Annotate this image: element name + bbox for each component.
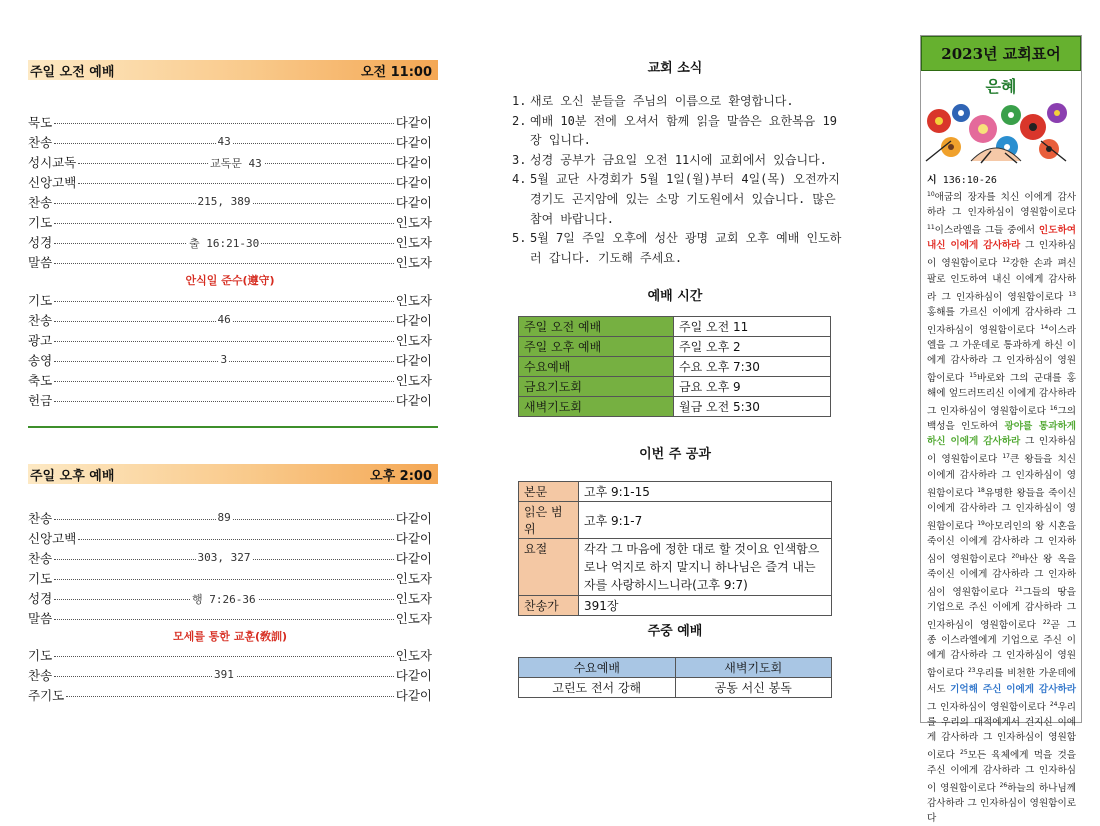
table-value: 월금 오전 5:30 bbox=[674, 397, 831, 417]
afternoon-service-time: 오후 2:00 bbox=[370, 468, 432, 484]
table-value: 고후 9:1-15 bbox=[579, 482, 832, 502]
order-row bbox=[28, 253, 432, 273]
order-label: 성시교독 bbox=[28, 155, 77, 170]
order-row bbox=[28, 291, 432, 311]
order-label: 기도 bbox=[28, 215, 53, 230]
order-leader: 다같이 bbox=[395, 135, 432, 150]
news-item bbox=[512, 170, 842, 229]
table-row bbox=[519, 502, 832, 539]
dot-leader bbox=[54, 263, 394, 264]
order-row bbox=[28, 233, 432, 253]
table-key: 본문 bbox=[519, 482, 579, 502]
order-leader: 다같이 bbox=[395, 531, 432, 546]
morning-service-title: 주일 오전 예배 bbox=[30, 64, 115, 80]
table-value: 고후 9:1-7 bbox=[579, 502, 832, 539]
order-detail: 46 bbox=[217, 313, 231, 326]
news-item-text: 5월 교단 사경회가 5월 1일(월)부터 4일(목) 오전까지 경기도 곤지암에 있는 소망 기도원에서 있습니다. 많은 참여 바랍니다. bbox=[530, 172, 840, 226]
order-detail: 행 7:26-36 bbox=[192, 593, 256, 606]
news-item-text: 5월 7일 주일 오후에 성산 광명 교회 오후 예배 인도하러 갑니다. 기도해 주세요. bbox=[530, 231, 842, 265]
order-row bbox=[28, 569, 432, 589]
table-value: 주일 오후 2 bbox=[674, 337, 831, 357]
table-header: 새벽기도회 bbox=[675, 658, 832, 678]
order-leader: 다같이 bbox=[395, 393, 432, 408]
news-item bbox=[512, 229, 842, 268]
midweek-title: 주중 예배 bbox=[647, 624, 703, 639]
afternoon-service-title: 주일 오후 예배 bbox=[30, 468, 115, 484]
dot-leader bbox=[54, 123, 394, 124]
news-item-text: 예배 10분 전에 오셔서 함께 읽을 말씀은 요한복음 19장 입니다. bbox=[530, 113, 837, 148]
table-key: 금요기도회 bbox=[519, 377, 674, 397]
order-row bbox=[28, 133, 432, 153]
order-label: 신앙고백 bbox=[28, 531, 77, 546]
order-leader: 다같이 bbox=[395, 195, 432, 210]
lesson-table bbox=[518, 481, 832, 616]
section-divider bbox=[28, 426, 438, 428]
news-item-text: 성경 공부가 금요일 오전 11시에 교회에서 있습니다. bbox=[530, 152, 827, 167]
news-item-text: 새로 오신 분들을 주님의 이름으로 환영합니다. bbox=[530, 94, 794, 108]
table-value: 391장 bbox=[579, 596, 832, 616]
order-label: 송영 bbox=[28, 353, 53, 368]
table-row bbox=[519, 596, 832, 616]
order-row bbox=[28, 173, 432, 193]
order-label: 찬송 bbox=[28, 313, 53, 328]
order-leader: 인도자 bbox=[395, 648, 432, 663]
table-row bbox=[519, 397, 831, 417]
dot-leader bbox=[54, 619, 394, 620]
order-detail: 303, 327 bbox=[197, 551, 251, 564]
order-label: 찬송 bbox=[28, 135, 53, 150]
order-label: 찬송 bbox=[28, 195, 53, 210]
table-key: 읽은 범위 bbox=[519, 502, 579, 539]
order-detail: 43 bbox=[217, 135, 231, 148]
table-value: 금요 오후 9 bbox=[674, 377, 831, 397]
news-item-number: 5. bbox=[512, 231, 527, 246]
order-leader: 다같이 bbox=[395, 353, 432, 368]
order-row bbox=[28, 153, 432, 173]
verse-book: 시 bbox=[927, 175, 937, 186]
order-detail: 89 bbox=[217, 511, 231, 524]
order-row bbox=[28, 609, 432, 629]
order-label: 성경 bbox=[28, 591, 53, 606]
news-item-number: 3. bbox=[512, 152, 527, 167]
table-key: 수요예배 bbox=[519, 357, 674, 377]
order-label: 축도 bbox=[28, 373, 53, 388]
order-row bbox=[28, 351, 432, 371]
order-label: 주기도 bbox=[28, 688, 65, 703]
order-detail: 3 bbox=[220, 353, 228, 366]
order-row bbox=[28, 529, 432, 549]
table-key: 주일 오후 예배 bbox=[519, 337, 674, 357]
order-leader: 인도자 bbox=[395, 255, 432, 270]
news-item bbox=[512, 112, 842, 151]
morning-sermon-title: 안식일 준수(遵守) bbox=[185, 274, 275, 287]
order-row bbox=[28, 371, 432, 391]
order-row bbox=[28, 509, 432, 529]
table-value: 고린도 전서 강해 bbox=[519, 678, 676, 698]
order-leader: 인도자 bbox=[395, 373, 432, 388]
table-value: 공동 서신 봉독 bbox=[675, 678, 832, 698]
news-item-number: 2. bbox=[512, 113, 527, 128]
afternoon-service-header bbox=[28, 464, 438, 484]
afternoon-sermon-title: 모세를 통한 교훈(敎訓) bbox=[172, 630, 288, 643]
order-detail: 215, 389 bbox=[197, 195, 251, 208]
table-row bbox=[519, 482, 832, 502]
order-label: 묵도 bbox=[28, 115, 53, 130]
order-leader: 다같이 bbox=[395, 155, 432, 170]
table-row bbox=[519, 317, 831, 337]
order-label: 말씀 bbox=[28, 611, 53, 626]
order-leader: 다같이 bbox=[395, 313, 432, 328]
dot-leader bbox=[78, 183, 393, 184]
motto-panel bbox=[920, 35, 1082, 825]
order-label: 찬송 bbox=[28, 551, 53, 566]
dot-leader bbox=[78, 539, 393, 540]
order-leader: 다같이 bbox=[395, 511, 432, 526]
news-title: 교회 소식 bbox=[647, 61, 703, 76]
order-leader: 인도자 bbox=[395, 235, 432, 250]
order-row bbox=[28, 589, 432, 609]
order-row bbox=[28, 646, 432, 666]
table-value: 주일 오전 11 bbox=[674, 317, 831, 337]
order-leader: 인도자 bbox=[395, 591, 432, 606]
table-value: 각각 그 마음에 정한 대로 할 것이요 인색함으로나 억지로 하지 말지니 하나님은 즐겨 내는 자를 사랑하시느니라(고후 9:7) bbox=[579, 539, 832, 596]
order-row bbox=[28, 311, 432, 331]
order-detail: 391 bbox=[214, 668, 234, 681]
dot-leader bbox=[54, 381, 394, 382]
table-key: 주일 오전 예배 bbox=[519, 317, 674, 337]
dot-leader bbox=[66, 696, 394, 697]
news-item bbox=[512, 151, 842, 171]
dot-leader bbox=[54, 223, 394, 224]
order-row bbox=[28, 213, 432, 233]
table-key: 요절 bbox=[519, 539, 579, 596]
order-leader: 다같이 bbox=[395, 668, 432, 683]
order-leader: 다같이 bbox=[395, 175, 432, 190]
worship-times-title: 예배 시간 bbox=[647, 289, 703, 304]
order-label: 신앙고백 bbox=[28, 175, 77, 190]
order-leader: 인도자 bbox=[395, 333, 432, 348]
table-key: 새벽기도회 bbox=[519, 397, 674, 417]
midweek-table bbox=[518, 657, 832, 698]
order-label: 성경 bbox=[28, 235, 53, 250]
table-row bbox=[519, 337, 831, 357]
lesson-title: 이번 주 공과 bbox=[639, 447, 711, 462]
order-label: 헌금 bbox=[28, 393, 53, 408]
order-leader: 인도자 bbox=[395, 611, 432, 626]
verse-range: 136:10-26 bbox=[942, 175, 997, 186]
order-row bbox=[28, 331, 432, 351]
dot-leader bbox=[54, 401, 394, 402]
order-label: 광고 bbox=[28, 333, 53, 348]
news-item-number: 1. bbox=[512, 94, 527, 108]
table-row bbox=[519, 357, 831, 377]
order-label: 말씀 bbox=[28, 255, 53, 270]
order-label: 기도 bbox=[28, 571, 53, 586]
table-header-row bbox=[519, 658, 832, 678]
order-label: 찬송 bbox=[28, 511, 53, 526]
order-leader: 인도자 bbox=[395, 215, 432, 230]
order-row bbox=[28, 113, 432, 133]
table-value: 수요 오후 7:30 bbox=[674, 357, 831, 377]
news-item bbox=[512, 92, 842, 112]
morning-service-header bbox=[28, 60, 438, 80]
news-list bbox=[512, 92, 842, 268]
order-detail: 교독문 43 bbox=[210, 157, 262, 170]
order-row bbox=[28, 391, 432, 411]
verse-reference bbox=[921, 171, 1081, 186]
table-row bbox=[519, 678, 832, 698]
order-label: 찬송 bbox=[28, 668, 53, 683]
order-leader: 인도자 bbox=[395, 571, 432, 586]
order-label: 기도 bbox=[28, 293, 53, 308]
dot-leader bbox=[54, 341, 394, 342]
table-header: 수요예배 bbox=[519, 658, 676, 678]
order-label: 기도 bbox=[28, 648, 53, 663]
table-row bbox=[519, 377, 831, 397]
flower-illustration bbox=[921, 101, 1071, 165]
psalm-text: $^{10}$애굽의 장자를 치신 이에게 감사하라 그 인자하심이 영원함이로다 $^{11}$이스라엘을 그들 중에서 인도하여 내신 이에게 감사하라 그 인자하심이 영원함이로다 $^{12}$강한 손과 펴신 팔로 인도하여 내신 이에게 감사하라 그 인자하심이 영원함이로다 $^{13}$홍해를 가르신 이에게 감사하라 그 인자하심이 영원함이로다 $^{14}$이스라엘을 그 가운데로 통과하게 하신 이에게 감사하라 그 인자하심이 영원함이로다 $^{15}$바로와 그의 군대를 홍해에 엎드러뜨리신 이에게 감사하라 그 인자하심이 영원함이로다 $^{16}$그의 백성을 인도하여 광야를 통과하게 하신 이에게 감사하라 그 인자하심이 영원함이로다 $^{17}$큰 왕들을 치신 이에게 감사하라 그 인자하심이 영원함이로다 $^{18}$유명한 왕들을 죽이신 이에게 감사하라 그 인자하심이 영원함이로다 $^{19}$아모리인의 왕 시혼을 죽이신 이에게 감사하라 그 인자하심이 영원함이로다 $^{20}$바산 왕 옥을 죽이신 이에게 감사하라 그 인자하심이 영원함이로다 $^{21}$그들의 땅을 기업으로 주신 이에게 감사하라 그 인자하심이 영원함이로다 $^{22}$곧 그 종 이스라엘에게 기업으로 주신 이에게 감사하라 그 인자하심이 영원함이로다 $^{23}$우리를 비천한 가운데에서도 기억해 주신 이에게 감사하라 그 인자하심이 영원함이로다 $^{24}$우리를 우리의 대적에게서 건지신 이에게 감사하라 그 인자하심이 영원함이로다 $^{25}$모든 육체에게 먹을 것을 주신 이에게 감사하라 그 인자하심이 영원함이로다 $^{26}$하늘의 하나님께 감사하라 그 인자하심이 영원함이로다 bbox=[927, 191, 1077, 825]
order-leader: 인도자 bbox=[395, 293, 432, 308]
dot-leader bbox=[54, 656, 394, 657]
order-leader: 다같이 bbox=[395, 115, 432, 130]
morning-service-time: 오전 11:00 bbox=[360, 64, 432, 80]
dot-leader bbox=[54, 301, 394, 302]
dot-leader bbox=[54, 579, 394, 580]
order-row bbox=[28, 686, 432, 706]
order-detail: 출 16:21-30 bbox=[189, 237, 260, 250]
order-row bbox=[28, 666, 432, 686]
motto-word: 은혜 bbox=[985, 77, 1017, 96]
order-row bbox=[28, 549, 432, 569]
news-item-number: 4. bbox=[512, 172, 527, 187]
table-row bbox=[519, 539, 832, 596]
order-leader: 다같이 bbox=[395, 688, 432, 703]
order-leader: 다같이 bbox=[395, 551, 432, 566]
order-row bbox=[28, 193, 432, 213]
table-key: 찬송가 bbox=[519, 596, 579, 616]
motto-title: 2023년 교회표어 bbox=[921, 36, 1081, 71]
worship-times-table bbox=[518, 316, 831, 417]
